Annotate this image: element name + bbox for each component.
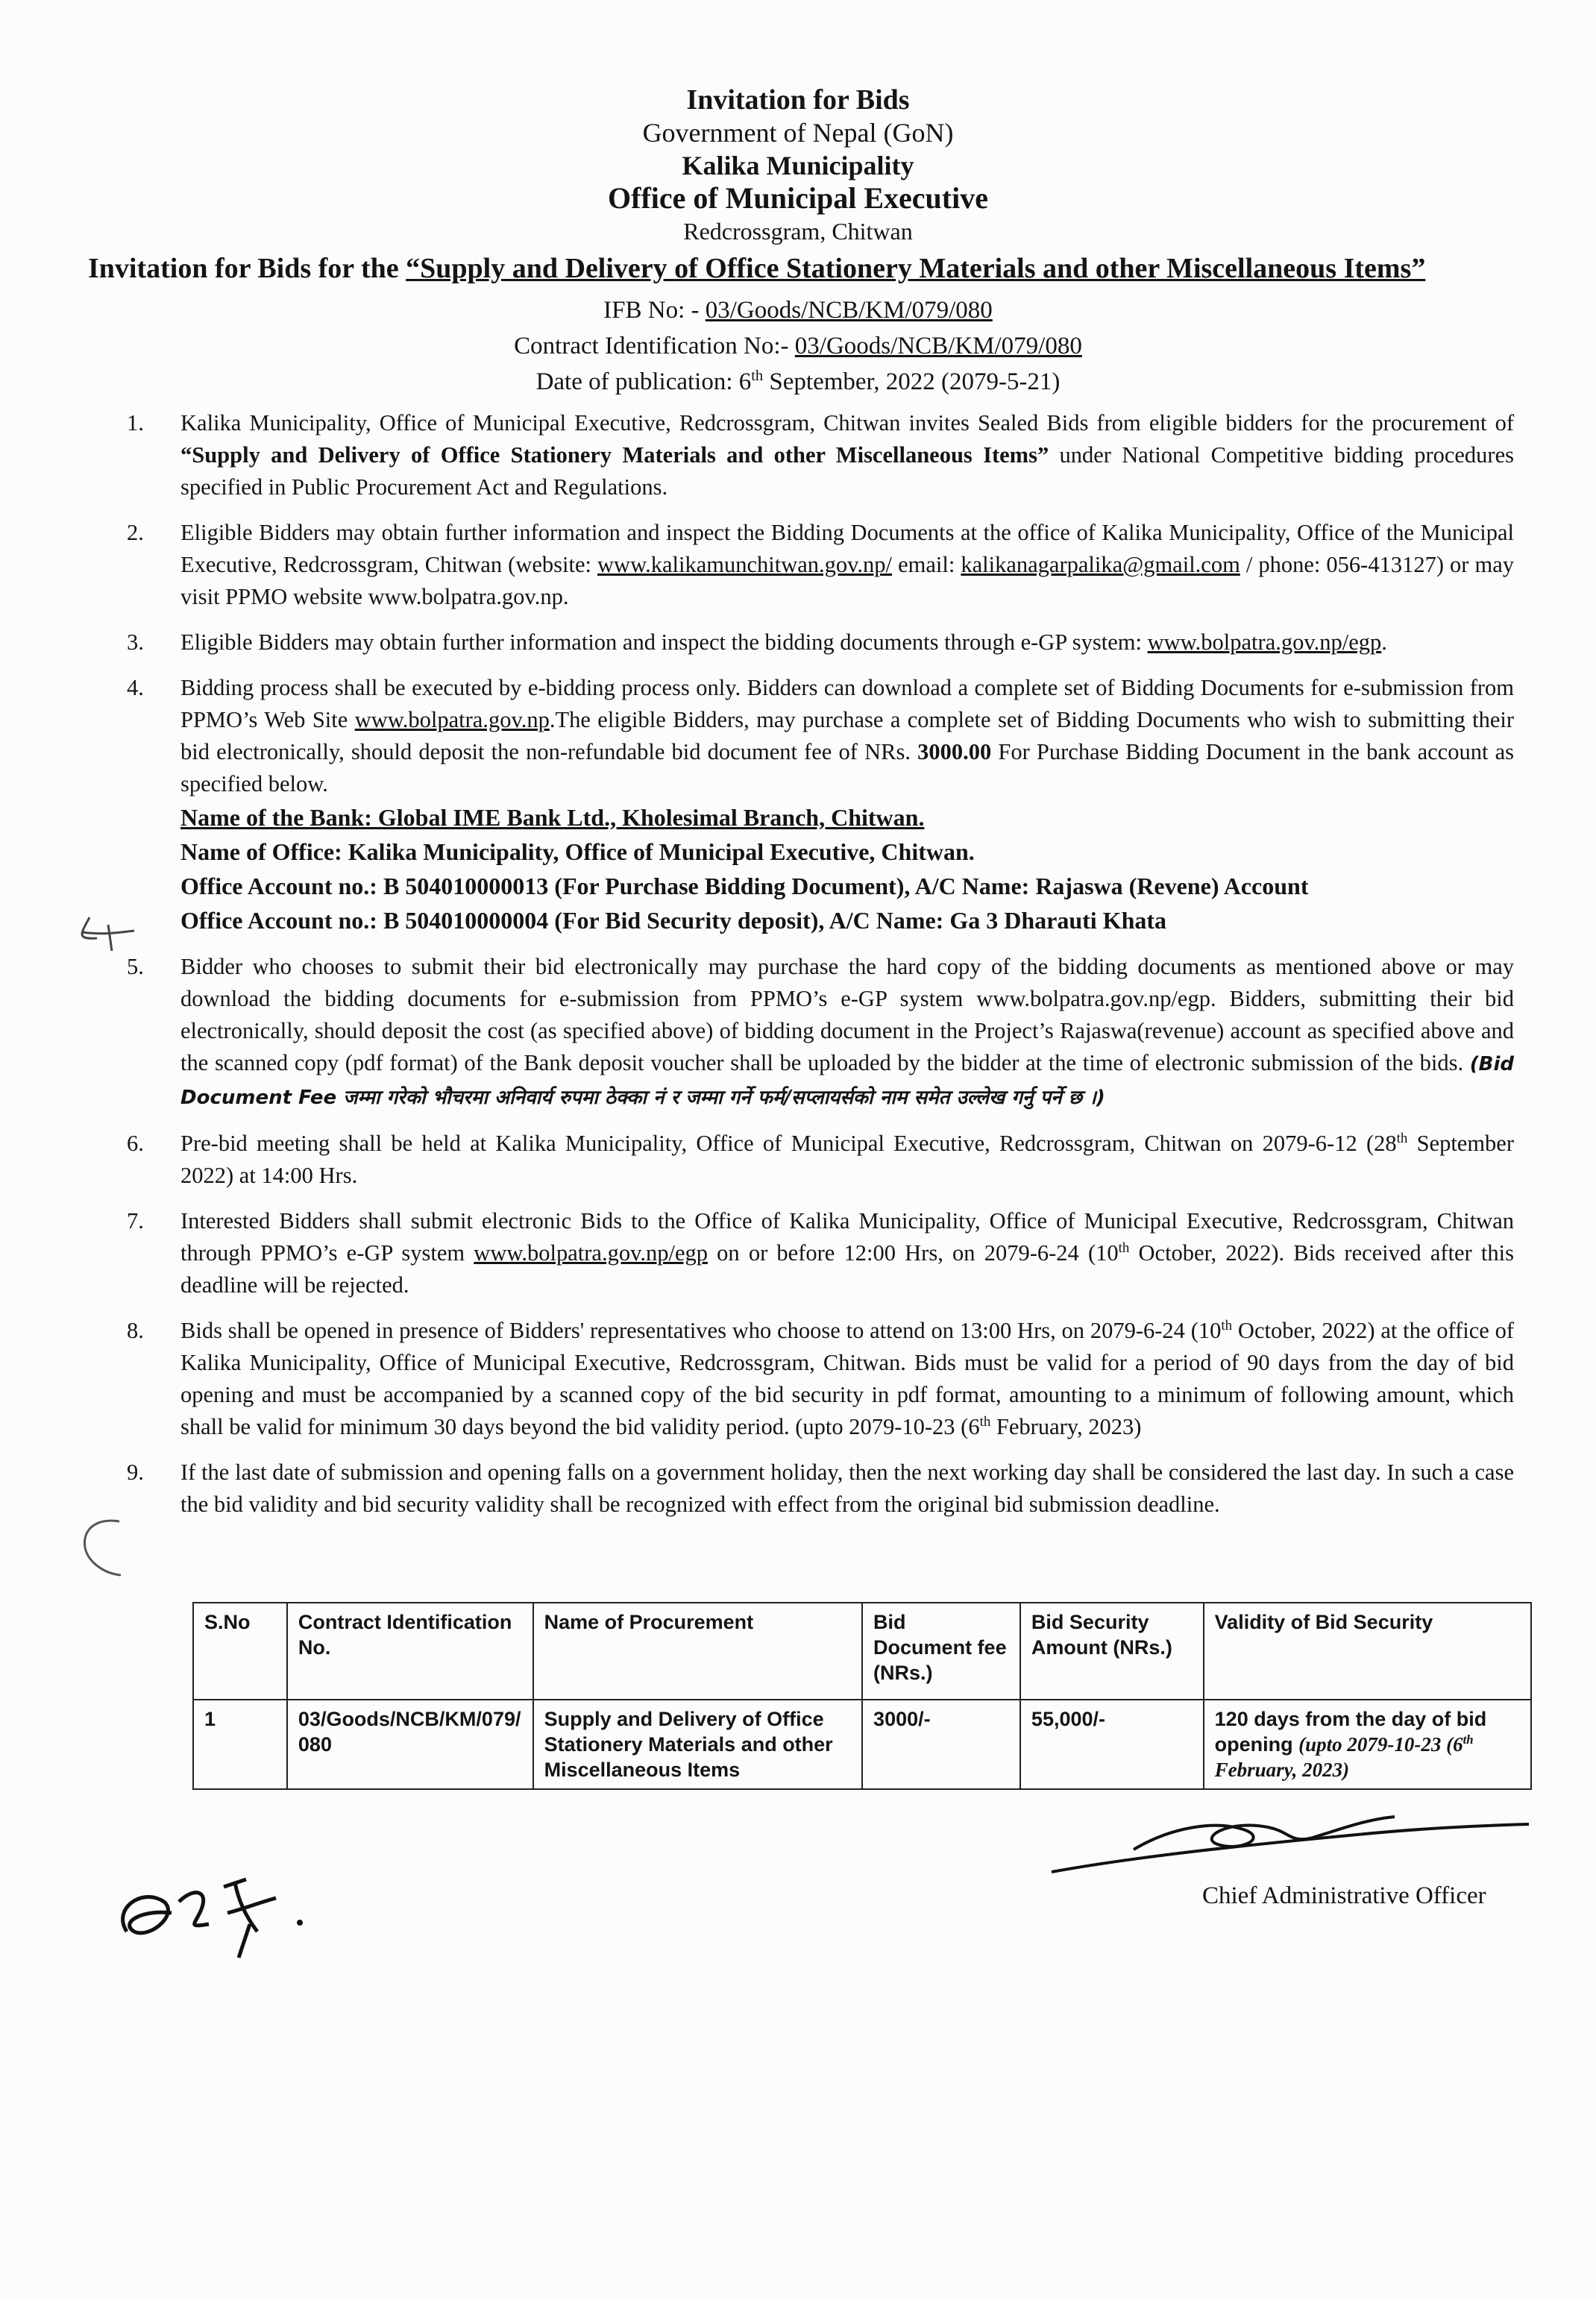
ifb-number: IFB No: - 03/Goods/NCB/KM/079/080 — [603, 297, 993, 324]
header-security-validity: Validity of Bid Security — [1204, 1603, 1531, 1700]
clause-6: 6. Pre-bid meeting shall be held at Kalika Municipality, Office of Municipal Executive, Redcrossgram, Chitwan on 2079-6-12 (28th September 2022) at 14:00 Hrs. — [127, 1130, 1514, 1188]
bank-name: Name of the Bank: Global IME Bank Ltd., Kholesimal Branch, Chitwan. — [180, 804, 925, 831]
bid-table — [192, 1602, 1532, 1790]
account-bid-security: Office Account no.: B 504010000004 (For Bid Security deposit), A/C Name: Ga 3 Dharauti Khata — [180, 907, 1167, 934]
clause-5: 5. Bidder who chooses to submit their bid electronically may purchase the hard copy of the bidding documents as mentioned above or may download the bidding documents for e-submission from PPMO’s e-GP system www.bolpatra.gov.np/egp. Bidders, submitting their bid electronically, should deposit the cost (as specified above) of bidding document in the Project’s Rajaswa(revenue) account as specified above and the scanned copy (pdf format) of the Bank deposit voucher shall be uploaded by the bidder at the time of electronic submission of the bids. (Bid Document Fee जम्मा गरेको भौचरमा अनिवार्य रुपमा ठेक्का नं र जम्मा गर्ने फर्म/सप्लायर्सको नाम समेत उल्लेख गर्नु पर्ने छ ।) — [127, 954, 1514, 1109]
clause-7: 7. Interested Bidders shall submit electronic Bids to the Office of Kalika Municipality, Office of Municipal Executive, Redcrossgram, Chitwan through PPMO’s e-GP system www.bolpatra.gov.np/egp on or before 12:00 Hrs, on 2079-6-24 (10th October, 2022). Bids received after this deadline will be rejected. — [127, 1208, 1514, 1298]
bolpatra-link[interactable]: www.bolpatra.gov.np — [354, 707, 550, 732]
egp-link[interactable]: www.bolpatra.gov.np/egp — [1147, 629, 1382, 655]
margin-mark — [75, 1514, 134, 1581]
cell-security-validity: 120 days from the day of bid opening (upto 2079-10-23 (6th February, 2023) — [1204, 1700, 1531, 1789]
clause-list — [127, 407, 1514, 1534]
clause-3: 3. Eligible Bidders may obtain further information and inspect the bidding documents through e-GP system: www.bolpatra.gov.np/egp. — [127, 629, 1387, 655]
municipality-name: Kalika Municipality — [682, 151, 914, 180]
clause-9: 9. If the last date of submission and opening falls on a government holiday, then the next working day shall be considered the last day. In such a case the bid validity and bid security validity shall be recognized with effect from the original bid submission deadline. — [127, 1460, 1514, 1517]
header-contract-id: Contract Identification No. — [287, 1603, 533, 1700]
office-location: Redcrossgram, Chitwan — [683, 218, 913, 245]
header-document-fee: Bid Document fee (NRs.) — [862, 1603, 1020, 1700]
table-header-row — [193, 1603, 1531, 1700]
account-bidding-document: Office Account no.: B 504010000013 (For Purchase Bidding Document), A/C Name: Rajaswa (Revene) Account — [180, 873, 1309, 899]
cell-procurement-name: Supply and Delivery of Office Stationery Materials and other Miscellaneous Items — [533, 1700, 862, 1789]
bank-office-name: Name of Office: Kalika Municipality, Office of Municipal Executive, Chitwan. — [180, 838, 975, 865]
signatory-title: Chief Administrative Officer — [1202, 1882, 1486, 1909]
publication-date: Date of publication: 6th September, 2022 (2079-5-21) — [535, 368, 1061, 395]
cell-sno: 1 — [193, 1700, 287, 1789]
header-procurement-name: Name of Procurement — [533, 1603, 862, 1700]
officer-signature — [1044, 1805, 1536, 1887]
cell-contract-id: 03/Goods/NCB/KM/079/080 — [287, 1700, 533, 1789]
table-row — [193, 1700, 1531, 1789]
clause-2: 2. Eligible Bidders may obtain further information and inspect the Bidding Documents at the office of Kalika Municipality, Office of the Municipal Executive, Redcrossgram, Chitwan (website: www.kalikamunchitwan.gov.np/ email: kalikanagarpalika@gmail.com / phone: 056-413127) or may visit PPMO website www.bolpatra.gov.np. — [127, 520, 1514, 609]
office-name: Office of Municipal Executive — [608, 181, 988, 215]
notice-subject: Invitation for Bids for the “Supply and Delivery of Office Stationery Materials and other Miscellaneous Items” — [88, 253, 1426, 284]
header-security-amount: Bid Security Amount (NRs.) — [1020, 1603, 1204, 1700]
cell-document-fee: 3000/- — [862, 1700, 1020, 1789]
margin-mark — [67, 910, 149, 955]
header-sno: S.No — [193, 1603, 287, 1700]
clause-4: 4. Bidding process shall be executed by e-bidding process only. Bidders can download a complete set of Bidding Documents for e-submission from PPMO’s Web Site www.bolpatra.gov.np.The eligible Bidders, may purchase a complete set of Bidding Documents who wish to submitting their bid electronically, should deposit the non-refundable bid document fee of NRs. 3000.00 For Purchase Bidding Document in the bank account as specified below. Name of the Bank: Global IME Bank Ltd., Kholesimal Branch, Chitwan. Name of Office: Kalika Municipality, Office of Municipal Executive, Chitwan. Office Account no.: B 504010000013 (For Purchase Bidding Document), A/C Name: Rajaswa (Revene) Account Office Account no.: B 504010000004 (For Bid Security deposit), A/C Name: Ga 3 Dharauti Khata — [127, 672, 1514, 937]
contract-identification: Contract Identification No:- 03/Goods/NCB/KM/079/080 — [514, 333, 1082, 359]
egp-link[interactable]: www.bolpatra.gov.np/egp — [474, 1240, 708, 1266]
clause-8: 8. Bids shall be opened in presence of Bidders' representatives who choose to attend on 13:00 Hrs, on 2079-6-24 (10th October, 2022) at the office of Kalika Municipality, Office of Municipal Executive, Redcrossgram, Chitwan. Bids must be valid for a period of 90 days from the day of bid opening and must be accompanied by a scanned copy of the bid security in pdf format, amounting to a minimum of following amount, which shall be valid for minimum 30 days beyond the bid validity period. (upto 2079-10-23 (6th February, 2023) — [127, 1317, 1514, 1439]
cell-security-amount: 55,000/- — [1020, 1700, 1204, 1789]
nepali-instruction: (Bid Document Fee जम्मा गरेको भौचरमा अनिवार्य रुपमा ठेक्का नं र जम्मा गर्ने फर्म/सप्लायर्सको नाम समेत उल्लेख गर्नु पर्ने छ ।) — [180, 1053, 1514, 1109]
clause-1: 1. Kalika Municipality, Office of Municipal Executive, Redcrossgram, Chitwan invites Sealed Bids from eligible bidders for the procurement of “Supply and Delivery of Office Stationery Materials and other Miscellaneous Items” under National Competitive bidding procedures specified in Public Procurement Act and Regulations. — [127, 410, 1514, 500]
initial-signature — [97, 1857, 336, 1969]
notice-header — [0, 84, 1596, 248]
website-link[interactable]: www.kalikamunchitwan.gov.np/ — [597, 552, 893, 577]
bank-details — [180, 800, 1514, 937]
email-link[interactable]: kalikanagarpalika@gmail.com — [961, 552, 1240, 577]
government-name: Government of Nepal (GoN) — [642, 118, 954, 148]
notice-title: Invitation for Bids — [686, 84, 910, 116]
